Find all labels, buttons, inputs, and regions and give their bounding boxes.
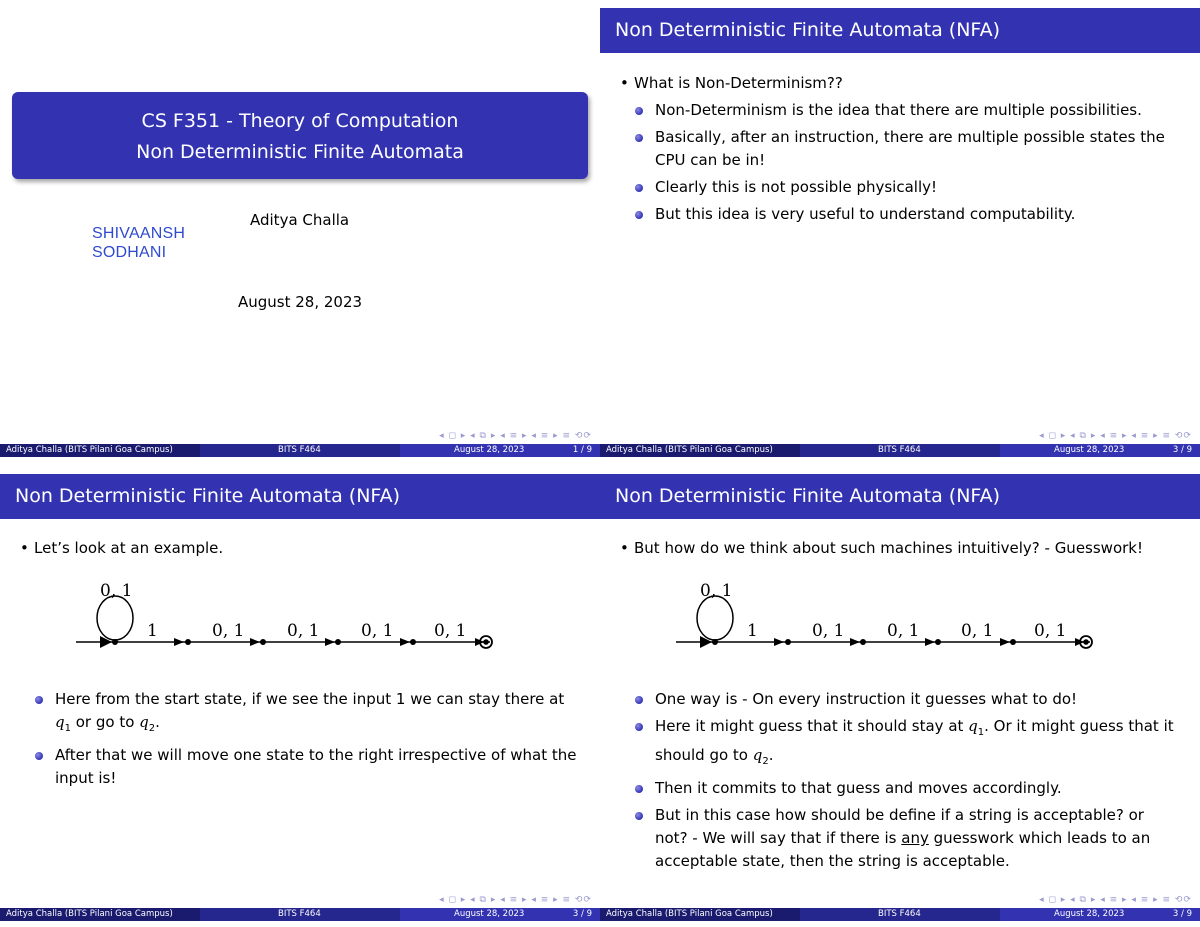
sub-bullet: But in this case how should be define if a string is acceptable? or not? - We will say that if there is any guesswork which leads to an acceptable state, then the string is acceptable. [620, 804, 1180, 873]
author: Aditya Challa [250, 211, 350, 229]
title-line-2: Non Deterministic Finite Automata [136, 141, 464, 163]
nfa-diagram [70, 574, 500, 664]
bullet: • Let’s look at an example. [20, 539, 224, 557]
edge-label: 0, 1 [361, 621, 394, 641]
sub-bullet: Clearly this is not possible physically! [620, 176, 1180, 199]
slide-content [20, 537, 580, 560]
sub-bullet: Here from the start state, if we see the input 1 we can stay there at $q_1$ or go to $q_2$. [20, 688, 580, 740]
bullet: • But how do we think about such machines intuitively? - Guesswork! [620, 539, 1143, 557]
sub-bullet: Basically, after an instruction, there are multiple possible states the CPU can be in! [620, 126, 1180, 172]
sub-bullet: Then it commits to that guess and moves accordingly. [620, 777, 1180, 800]
edge-label: 0, 1 [961, 621, 994, 641]
beamer-nav-icons[interactable]: ◂ ◻ ▸ ◂ ⧉ ▸ ◂ ≡ ▸ ◂ ≡ ▸ ≡ ⟲⟳ [1039, 431, 1192, 441]
loop-label: 0, 1 [700, 581, 733, 601]
title-line-1: CS F351 - Theory of Computation [141, 110, 459, 132]
edge-label: 0, 1 [812, 621, 845, 641]
sub-bullet: But this idea is very useful to understand computability. [620, 203, 1180, 226]
loop-label: 0, 1 [100, 581, 133, 601]
sub-bullet: Here it might guess that it should stay at $q_1$. Or it might guess that it should go to $q_2$. [620, 715, 1180, 773]
frame-title: Non Deterministic Finite Automata (NFA) [600, 8, 1200, 53]
beamer-nav-icons[interactable]: ◂ ◻ ▸ ◂ ⧉ ▸ ◂ ≡ ▸ ◂ ≡ ▸ ≡ ⟲⟳ [439, 895, 592, 905]
nfa-diagram [670, 574, 1100, 664]
slide-example [0, 464, 600, 927]
beamer-nav-icons[interactable]: ◂ ◻ ▸ ◂ ⧉ ▸ ◂ ≡ ▸ ◂ ≡ ▸ ≡ ⟲⟳ [1039, 895, 1192, 905]
footer: Aditya Challa (BITS Pilani Goa Campus) BITS F464 August 28, 2023 3 / 9 [0, 908, 600, 921]
sub-bullet: Non-Determinism is the idea that there are multiple possibilities. [620, 99, 1180, 122]
slide-title [0, 0, 600, 463]
edge-label: 1 [747, 621, 758, 641]
frame-title: Non Deterministic Finite Automata (NFA) [0, 474, 600, 519]
edge-label: 0, 1 [287, 621, 320, 641]
edge-label: 0, 1 [434, 621, 467, 641]
sub-bullet: One way is - On every instruction it guesses what to do! [620, 688, 1180, 711]
footer: Aditya Challa (BITS Pilani Goa Campus) BITS F464 August 28, 2023 1 / 9 [0, 444, 600, 457]
edge-label: 0, 1 [212, 621, 245, 641]
bullet: • What is Non-Determinism?? [620, 74, 843, 92]
date: August 28, 2023 [238, 293, 363, 311]
frame-title: Non Deterministic Finite Automata (NFA) [600, 474, 1200, 519]
slide-content-lower [620, 684, 1180, 873]
slide-guesswork [600, 464, 1200, 927]
edge-label: 0, 1 [1034, 621, 1067, 641]
beamer-nav-icons[interactable]: ◂ ◻ ▸ ◂ ⧉ ▸ ◂ ≡ ▸ ◂ ≡ ▸ ≡ ⟲⟳ [439, 431, 592, 441]
slide-content [620, 537, 1180, 560]
slide-content-lower [20, 684, 580, 790]
title-box [12, 92, 588, 179]
edge-label: 1 [147, 621, 158, 641]
slide-what-is-nondeterminism [600, 0, 1200, 463]
slide-content [620, 72, 1180, 226]
edge-label: 0, 1 [887, 621, 920, 641]
footer: Aditya Challa (BITS Pilani Goa Campus) BITS F464 August 28, 2023 3 / 9 [600, 908, 1200, 921]
sub-bullet: After that we will move one state to the right irrespective of what the input is! [20, 744, 580, 790]
watermark-logo: SHIVAANSH SODHANI [92, 225, 186, 261]
footer: Aditya Challa (BITS Pilani Goa Campus) BITS F464 August 28, 2023 3 / 9 [600, 444, 1200, 457]
